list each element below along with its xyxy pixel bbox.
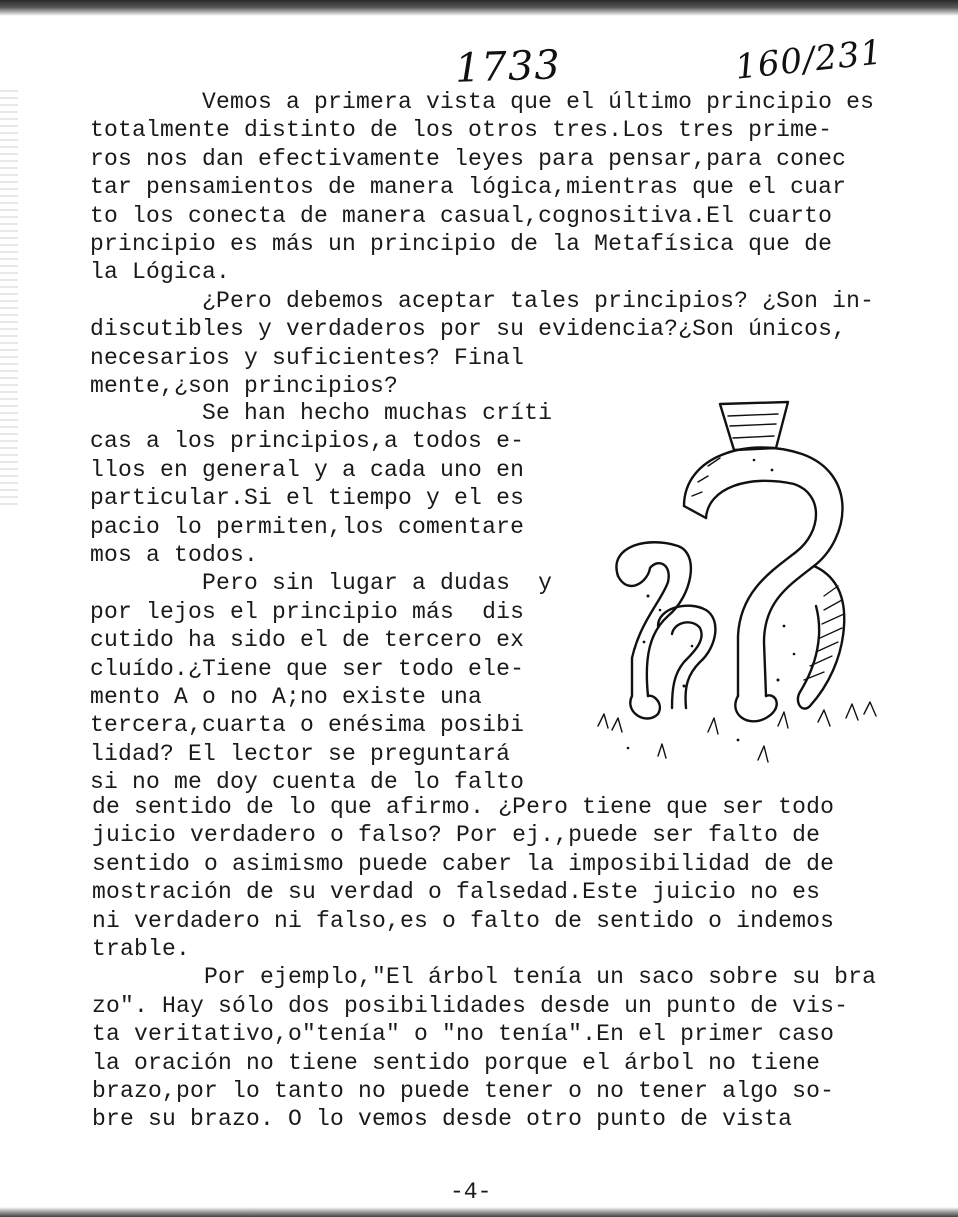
question-mark-illustration [588, 396, 888, 781]
text-line: pacio lo permiten,los comentare [90, 513, 525, 540]
text-block-bottom [78, 793, 876, 1134]
text-line: cas a los principios,a todos e- [90, 428, 525, 455]
text-line: Se han hecho muchas críti [90, 400, 553, 426]
text-line: llos en general y a cada uno en [90, 456, 525, 483]
text-line: to los conecta de manera casual,cognositiva.El cuarto [90, 202, 833, 229]
text-block-left-column [90, 399, 552, 797]
text-line: ni verdadero ni falso,es o falto de sentido o indemos [78, 907, 835, 934]
text-line: sentido o asimismo puede caber la imposibilidad de de [78, 850, 835, 877]
text-line: necesarios y suficientes? Final [90, 344, 525, 371]
text-line: totalmente distinto de los otros tres.Los tres prime- [90, 117, 833, 144]
page-number: -4- [450, 1179, 492, 1205]
text-line: tar pensamientos de manera lógica,mientras que el cuar [90, 174, 847, 201]
handwritten-folio-number: 160/231 [733, 32, 885, 88]
text-block-top [90, 88, 874, 400]
text-line: ros nos dan efectivamente leyes para pensar,para conec [90, 145, 847, 172]
text-line: ¿Pero debemos aceptar tales principios? ¿Son in- [90, 287, 875, 314]
text-line: Pero sin lugar a dudas y [90, 570, 553, 597]
text-line: brazo,por lo tanto no puede tener o no tener algo so- [78, 1078, 835, 1105]
scan-shadow-top [0, 0, 958, 16]
text-line: de sentido de lo que afirmo. ¿Pero tiene que ser todo [78, 794, 835, 820]
text-line: bre su brazo. O lo vemos desde otro punto de vista [78, 1106, 793, 1133]
text-line: lidad? El lector se preguntará [90, 740, 511, 767]
text-line: principio es más un principio de la Metafísica que de [90, 231, 833, 258]
text-line: mostración de su verdad o falsedad.Este juicio no es [78, 879, 821, 906]
text-line: la Lógica. [90, 259, 231, 286]
text-line: zo". Hay sólo dos posibilidades desde un punto de vis- [78, 992, 849, 1019]
text-line: Por ejemplo,"El árbol tenía un saco sobre su bra [78, 964, 877, 991]
text-line: discutibles y verdaderos por su evidencia?¿Son únicos, [90, 316, 847, 343]
text-line: mos a todos. [90, 542, 259, 569]
text-line: si no me doy cuenta de lo falto [90, 769, 525, 796]
scan-noise-left [0, 90, 18, 510]
text-line: cutido ha sido el de tercero ex [90, 627, 525, 654]
handwritten-archive-number: 1733 [454, 42, 562, 92]
text-line: particular.Si el tiempo y el es [90, 485, 525, 512]
text-line: cluído.¿Tiene que ser todo ele- [90, 655, 525, 682]
text-line: la oración no tiene sentido porque el árbol no tiene [78, 1049, 821, 1076]
text-line: ta veritativo,o"tenía" o "no tenía".En el primer caso [78, 1021, 835, 1048]
text-line: juicio verdadero o falso? Por ej.,puede ser falto de [78, 822, 821, 849]
text-line: Vemos a primera vista que el último principio es [90, 89, 875, 115]
scan-shadow-bottom [0, 1207, 958, 1217]
text-line: por lejos el principio más dis [90, 598, 525, 625]
text-line: trable. [78, 936, 191, 963]
text-line: mento A o no A;no existe una [90, 684, 483, 711]
text-line: tercera,cuarta o enésima posibi [90, 712, 525, 739]
text-line: mente,¿son principios? [90, 373, 399, 400]
